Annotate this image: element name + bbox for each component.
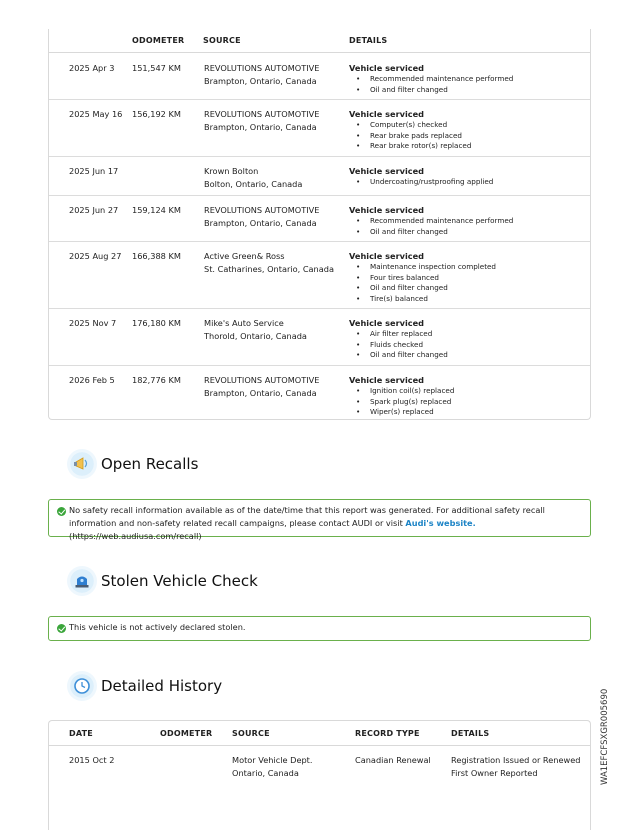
row-details (349, 62, 589, 95)
detail-line: First Owner Reported (451, 767, 538, 778)
row-date: 2025 Nov 7 (69, 318, 117, 328)
detail-item: • Rear brake pads replaced (349, 131, 589, 142)
header-record-type: RECORD TYPE (355, 729, 420, 738)
row-source (204, 317, 344, 342)
source-name: REVOLUTIONS AUTOMOTIVE (204, 205, 320, 215)
history-table-header (49, 721, 590, 746)
row-odometer: 182,776 KM (132, 375, 181, 385)
detail-list (349, 177, 589, 188)
detail-item: • Recommended maintenance performed (349, 216, 589, 227)
source-name: Active Green& Ross (204, 251, 285, 261)
detail-item: • Wiper(s) replaced (349, 407, 589, 418)
source-name: REVOLUTIONS AUTOMOTIVE (204, 375, 320, 385)
row-date: 2025 Jun 17 (69, 166, 119, 176)
header-source: SOURCE (232, 729, 270, 738)
row-source (204, 108, 344, 133)
check-circle-icon (57, 507, 66, 516)
detail-title: Vehicle serviced (349, 63, 425, 73)
row-details (349, 204, 589, 237)
header-date: DATE (69, 729, 93, 738)
source-location: Thorold, Ontario, Canada (204, 330, 307, 341)
row-odometer: 166,388 KM (132, 251, 181, 261)
row-details (349, 165, 589, 188)
table-row (49, 156, 590, 196)
recalls-notice (48, 499, 591, 541)
detail-item: • Ignition coil(s) replaced (349, 386, 589, 397)
source-name: Mike's Auto Service (204, 318, 284, 328)
header-details: DETAILS (349, 36, 388, 45)
detail-item: • Computer(s) checked (349, 120, 589, 131)
source-name: Krown Bolton (204, 166, 259, 176)
table-row (49, 99, 590, 157)
detailed-history-table (48, 720, 591, 830)
detail-item: • Four tires balanced (349, 273, 589, 284)
row-odometer: 176,180 KM (132, 318, 181, 328)
detail-line: Registration Issued or Renewed (451, 755, 581, 765)
detail-title: Vehicle serviced (349, 318, 425, 328)
detail-title: Vehicle serviced (349, 109, 425, 119)
source-location: St. Catharines, Ontario, Canada (204, 263, 334, 274)
source-location: Brampton, Ontario, Canada (204, 217, 317, 228)
detail-list (349, 329, 589, 361)
megaphone-icon (67, 449, 97, 479)
audi-website-link[interactable]: Audi's website. (405, 518, 476, 528)
header-source: SOURCE (203, 36, 241, 45)
row-source (204, 204, 344, 229)
detail-item: • Oil and filter changed (349, 283, 589, 294)
row-source (204, 165, 344, 190)
detail-item: • Air filter replaced (349, 329, 589, 340)
detail-title: Vehicle serviced (349, 375, 425, 385)
row-details (349, 108, 589, 152)
source-name: REVOLUTIONS AUTOMOTIVE (204, 109, 320, 119)
row-source (204, 62, 344, 87)
source-location: Brampton, Ontario, Canada (204, 387, 317, 398)
detail-item: • Rear brake rotor(s) replaced (349, 141, 589, 152)
table-row (49, 241, 590, 309)
service-history-table (48, 29, 591, 420)
detail-item: • Oil and filter changed (349, 350, 589, 361)
history-clock-icon (67, 671, 97, 701)
detailed-history-title: Detailed History (101, 677, 223, 695)
detail-title: Vehicle serviced (349, 205, 425, 215)
header-details: DETAILS (451, 729, 490, 738)
table-row (49, 195, 590, 242)
stolen-check-title: Stolen Vehicle Check (101, 572, 258, 590)
source-location: Brampton, Ontario, Canada (204, 121, 317, 132)
table-row (49, 53, 590, 100)
recalls-notice-text: No safety recall information available as of the date/time that this report was generated. For additional safety recall information and non-safety related recall campaigns, please contact AUDI or visit (69, 505, 545, 528)
row-odometer: 151,547 KM (132, 63, 181, 73)
row-details (349, 374, 589, 418)
vin-label: WA1EFCFSXGR005690 (600, 688, 610, 785)
header-odometer: ODOMETER (160, 729, 213, 738)
row-source (204, 374, 344, 399)
detail-item: • Oil and filter changed (349, 227, 589, 238)
detail-item: • Undercoating/rustproofing applied (349, 177, 589, 188)
row-record-type: Canadian Renewal (355, 755, 431, 765)
source-name: Motor Vehicle Dept. (232, 755, 313, 765)
header-odometer: ODOMETER (132, 36, 185, 45)
detail-list (349, 74, 589, 95)
table-row (49, 745, 590, 805)
row-details (349, 250, 589, 304)
row-date: 2025 Jun 27 (69, 205, 119, 215)
source-location: Ontario, Canada (232, 767, 299, 778)
detail-item: • Spark plug(s) replaced (349, 397, 589, 408)
row-source (204, 250, 344, 275)
table-header (49, 29, 590, 53)
row-date: 2015 Oct 2 (69, 755, 115, 765)
recalls-notice-url: (https://web.audiusa.com/recall) (69, 531, 202, 541)
source-name: REVOLUTIONS AUTOMOTIVE (204, 63, 320, 73)
detail-item: • Maintenance inspection completed (349, 262, 589, 273)
police-light-icon (67, 566, 97, 596)
row-odometer: 156,192 KM (132, 109, 181, 119)
row-details (451, 754, 580, 779)
detail-item: • Oil and filter changed (349, 85, 589, 96)
row-date: 2025 May 16 (69, 109, 123, 119)
detail-list (349, 216, 589, 237)
detail-item: • Recommended maintenance performed (349, 74, 589, 85)
stolen-notice (48, 616, 591, 641)
table-row (49, 365, 590, 420)
detail-list (349, 120, 589, 152)
detail-list (349, 262, 589, 304)
detail-title: Vehicle serviced (349, 251, 425, 261)
detail-item: • Tire(s) balanced (349, 294, 589, 305)
detail-title: Vehicle serviced (349, 166, 425, 176)
row-source (232, 754, 313, 779)
row-details (349, 317, 589, 361)
row-date: 2026 Feb 5 (69, 375, 115, 385)
source-location: Brampton, Ontario, Canada (204, 75, 317, 86)
row-date: 2025 Aug 27 (69, 251, 122, 261)
check-circle-icon (57, 624, 66, 633)
table-row (49, 308, 590, 366)
row-odometer: 159,124 KM (132, 205, 181, 215)
row-date: 2025 Apr 3 (69, 63, 115, 73)
source-location: Bolton, Ontario, Canada (204, 178, 303, 189)
detail-item: • Fluids checked (349, 340, 589, 351)
stolen-notice-text: This vehicle is not actively declared stolen. (69, 622, 246, 632)
open-recalls-title: Open Recalls (101, 455, 199, 473)
detail-list (349, 386, 589, 418)
